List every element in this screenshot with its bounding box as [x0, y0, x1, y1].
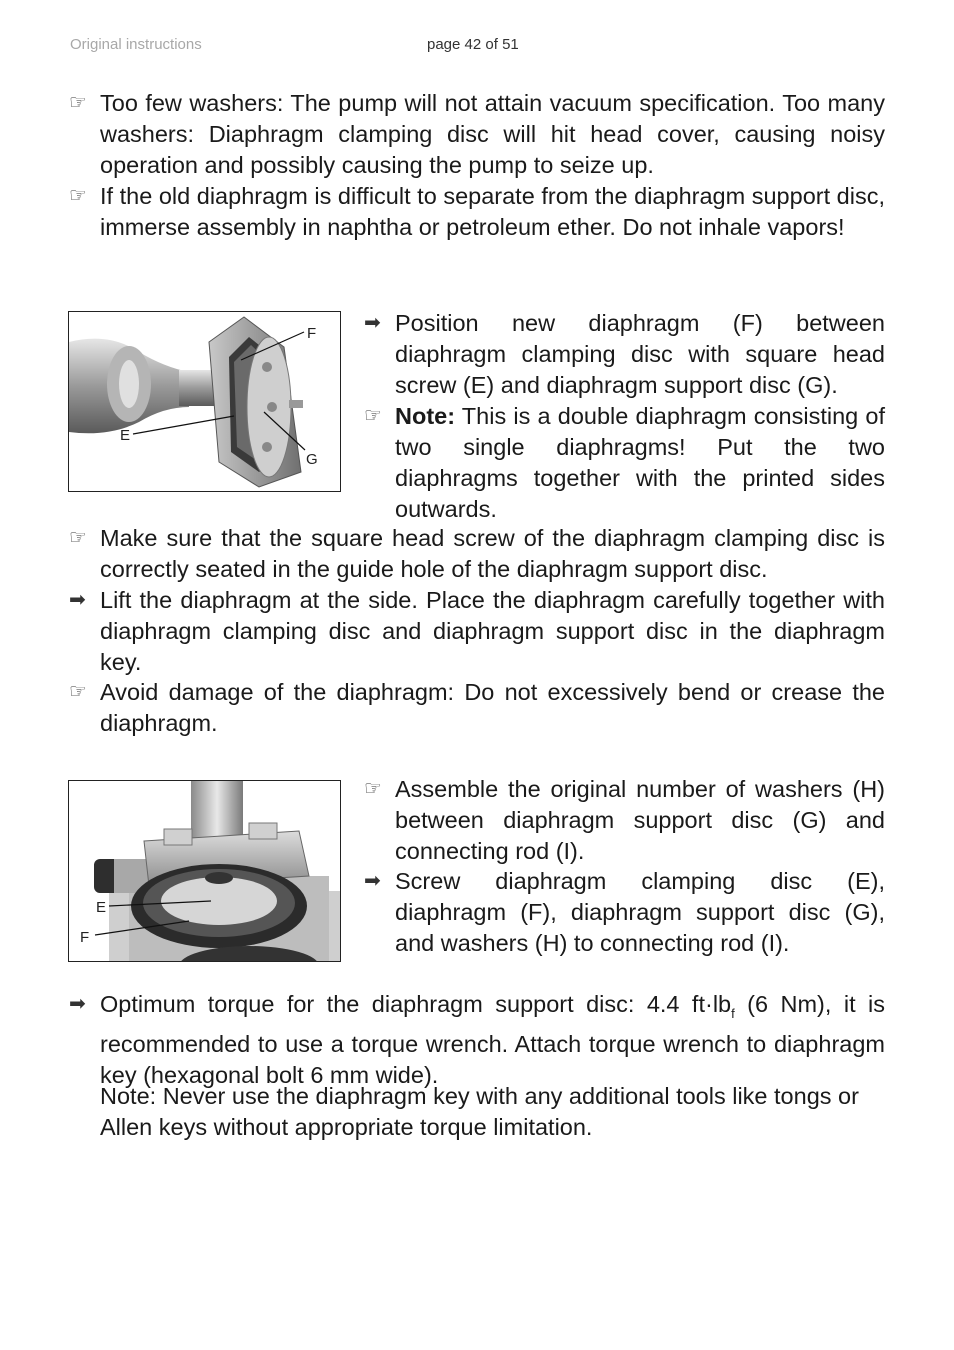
note-double-diaphragm-text [395, 401, 885, 525]
torque-post: (6 Nm), it is recommended to use a torque wrench. Attach torque wrench to diaphragm key (hexagonal bolt 6 mm wide). [100, 991, 886, 1088]
torque-dot: · [705, 991, 713, 1017]
label-f: F [80, 929, 90, 946]
note-old-diaphragm-text: If the old diaphragm is difficult to separate from the diaphragm support disc, immerse assembly in naphtha or petroleum ether. Do not inhale vapors! [100, 183, 885, 240]
torque-lb: lb [712, 991, 732, 1017]
arrow-right-icon: ➡ [364, 870, 381, 892]
pointing-hand-icon: ☞ [69, 92, 87, 114]
diaphragm-key-illustration [69, 781, 340, 961]
pointing-hand-icon: ☞ [69, 681, 87, 703]
figure-diaphragm-assembly [68, 311, 341, 492]
pointing-hand-icon: ☞ [69, 527, 87, 549]
pointing-hand-icon: ☞ [364, 405, 382, 427]
note-washers-text: Too few washers: The pump will not attain vacuum specification. Too many washers: Diaphragm clamping disc will hit head cover, causing noisy operation and possibly causing the pump to seize up. [100, 90, 885, 178]
pointing-hand-icon: ☞ [364, 778, 382, 800]
pointing-hand-icon: ☞ [69, 185, 87, 207]
arrow-right-icon: ➡ [69, 589, 86, 611]
page-number: page 42 of 51 [427, 36, 519, 53]
step-torque-text [100, 989, 885, 1091]
header-doc-title: Original instructions [70, 36, 202, 53]
diaphragm-assembly-illustration [69, 312, 340, 491]
note-body: This is a double diaphragm consisting of two single diaphragms! Put the two diaphragms together with the printed sides outwards. [395, 403, 885, 522]
label-e: E [120, 427, 131, 444]
torque-pre: Optimum torque for the diaphragm support disc: 4.4 ft [100, 991, 705, 1017]
torque-subscript: f [731, 1006, 735, 1021]
note-avoid-damage-text: Avoid damage of the diaphragm: Do not excessively bend or crease the diaphragm. [100, 679, 885, 736]
note-washers-h-text: Assemble the original number of washers (H) between diaphragm support disc (G) and connecting rod (I). [395, 776, 885, 864]
step-screw-parts-text: Screw diaphragm clamping disc (E), diaphragm (F), diaphragm support disc (G), and washers (H) to connecting rod (I). [395, 868, 885, 956]
step-position-diaphragm-text: Position new diaphragm (F) between diaphragm clamping disc with square head screw (E) and diaphragm support disc (G). [395, 310, 885, 398]
note-label: Note: [395, 403, 456, 429]
label-e: E [96, 899, 107, 916]
note-never-use-tools-text: Note: Never use the diaphragm key with any additional tools like tongs or Allen keys without appropriate torque limitation. [100, 1083, 859, 1140]
label-g: G [306, 451, 318, 468]
arrow-right-icon: ➡ [69, 993, 86, 1015]
figure-diaphragm-key [68, 780, 341, 962]
step-lift-diaphragm-text: Lift the diaphragm at the side. Place the diaphragm carefully together with diaphragm clamping disc and diaphragm support disc in the diaphragm key. [100, 587, 885, 675]
note-square-head-screw-text: Make sure that the square head screw of the diaphragm clamping disc is correctly seated in the guide hole of the diaphragm support disc. [100, 525, 885, 582]
arrow-right-icon: ➡ [364, 312, 381, 334]
label-f: F [307, 325, 317, 342]
